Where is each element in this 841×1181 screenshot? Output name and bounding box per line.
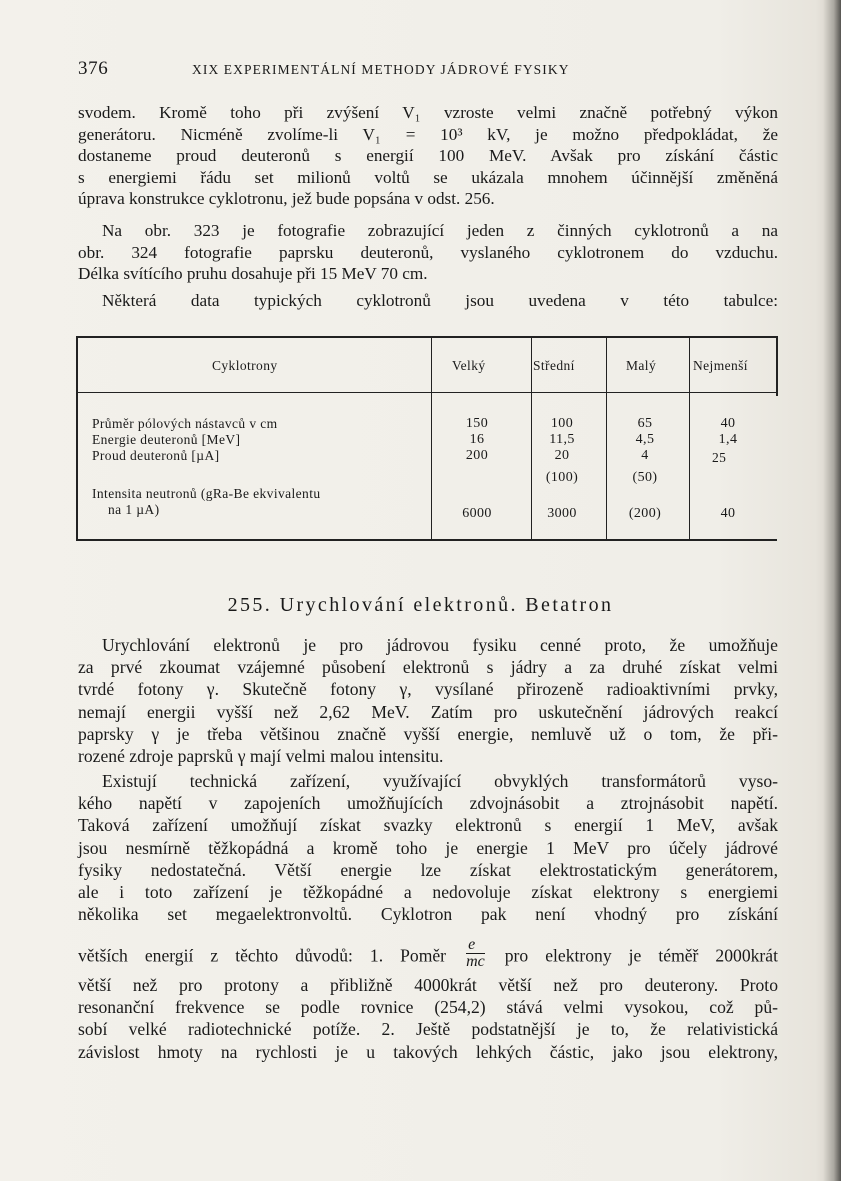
page-number: 376	[78, 58, 109, 79]
text-line: Délka svítícího pruhu dosahuje při 15 MeV 70 cm.	[78, 264, 428, 284]
table-cell: 4	[641, 448, 649, 463]
table-cell: 65	[637, 416, 653, 431]
text-line: kého napětí v zapojeních umožňujících zdvojnásobit a ztrojnásobit napětí.	[78, 793, 778, 814]
table-row-label: Průměr pólových nástavců v cm	[92, 416, 278, 431]
table-cell: 200	[465, 448, 489, 463]
table-rule-header	[76, 392, 777, 393]
fraction-numerator: e	[466, 937, 485, 954]
text-line: Některá data typických cyklotronů jsou uvedena v této tabulce:	[102, 291, 778, 310]
text-line: za prvé zkoumat vzájemné působení elektronů s jádry a za druhé získat velmi	[78, 657, 778, 678]
table-header-cell: Velký	[452, 358, 486, 373]
text-line: úprava konstrukce cyklotronu, jež bude popsána v odst. 256.	[78, 189, 495, 209]
text-line: paprsky γ je třeba většinou značně vyšší energie, nemluvě už o tom, že při-	[78, 723, 778, 744]
text-line: s energiemi řádu set milionů voltů se ukázala mnohem účinnější změněná	[78, 167, 778, 187]
table-cell: (200)	[628, 506, 662, 521]
table-header-cell: Malý	[626, 358, 657, 373]
text-line: jsou nesmírně těžkopádná a kromě toho je energie 1 MeV pro účely jádrové	[78, 837, 778, 858]
text-line-with-fraction	[78, 936, 778, 974]
text-line: Urychlování elektronů je pro jádrovou fysiku cenné proto, že umožňuje	[102, 635, 778, 655]
text-line: generátoru. Nicméně zvolíme-li V₁ = 10³ kV, je možno předpokládat, že	[78, 124, 778, 144]
text-line: fysiky nedostatečná. Větší energie lze získat elektrostatickým generátorem,	[78, 859, 778, 880]
table-cell: 1,4	[718, 432, 738, 447]
text-line: sobí velké radiotechnické potíže. 2. Ještě podstatnější je to, že relativistická	[78, 1019, 778, 1040]
table-cell: 6000	[462, 506, 492, 521]
table-row-label: Proud deuteronů [µA]	[92, 448, 220, 463]
table-cell: 150	[465, 416, 489, 431]
paragraph-1	[78, 102, 778, 210]
text-line: ale i toto zařízení je těžkopádné a nedovoluje získat elektrony s energiemi	[78, 882, 778, 903]
text-line: resonanční frekvence se podle rovnice (254,2) stává velmi vysokou, což pů-	[78, 997, 778, 1018]
paragraph-5	[78, 770, 778, 974]
text-line: rozené zdroje paprsků γ mají velmi malou intensitu.	[78, 746, 444, 767]
text-line: tvrdé fotony γ. Skutečně fotony γ, vysílané přirozeně radioaktivními prvky,	[78, 679, 778, 700]
table-cell: 11,5	[549, 432, 575, 447]
text-line: Na obr. 323 je fotografie zobrazující jeden z činných cyklotronů a na	[102, 221, 778, 240]
table-cell: 16	[469, 432, 485, 447]
table-border-right	[776, 336, 778, 396]
table-header-cell: Cyklotrony	[212, 358, 278, 373]
table-cell: 3000	[547, 506, 577, 521]
paragraph-4	[78, 634, 778, 767]
page-edge-shadow	[823, 0, 841, 1181]
table-cell: 20	[554, 448, 570, 463]
running-head: XIX EXPERIMENTÁLNÍ METHODY JÁDROVÉ FYSIKY	[192, 62, 570, 77]
fraction-denominator: mc	[466, 953, 485, 971]
cyclotron-table	[76, 336, 777, 542]
table-cell: 25	[712, 450, 727, 465]
paragraph-6	[78, 974, 778, 1063]
table-cell: (50)	[632, 470, 658, 485]
paragraph-3	[78, 290, 778, 312]
table-row-label: Intensita neutronů (gRa-Be ekvivalentu	[92, 486, 321, 501]
table-rule-top	[76, 336, 777, 338]
table-cell: 40	[720, 416, 736, 431]
table-row-label: na 1 µA)	[108, 502, 160, 517]
table-border-left	[76, 336, 78, 540]
text-line: svodem. Kromě toho při zvýšení V₁ vzroste velmi značně potřebný výkon	[78, 103, 778, 122]
text-span: pro elektrony je téměř 2000krát	[504, 945, 778, 966]
fraction-e-over-mc	[466, 937, 485, 970]
table-cell: 100	[550, 416, 574, 431]
text-line: několika set megaelektronvoltů. Cyklotron pak není vhodný pro získání	[78, 904, 778, 925]
table-row-label: Energie deuteronů [MeV]	[92, 432, 241, 447]
text-span: větších energií z těchto důvodů: 1. Poměr	[78, 945, 447, 966]
text-line: závislost hmoty na rychlosti je u takových lehkých částic, jako jsou elektrony,	[78, 1041, 778, 1062]
text-line: obr. 324 fotografie paprsku deuteronů, vyslaného cyklotronem do vzduchu.	[78, 242, 778, 262]
text-line: nemají energii vyšší než 2,62 MeV. Zatím pro uskutečnění jádrových reakcí	[78, 701, 778, 722]
table-cell: (100)	[545, 470, 579, 485]
table-cell: 4,5	[635, 432, 655, 447]
page-header	[78, 58, 778, 82]
text-line: Taková zařízení umožňují získat svazky elektronů s energií 1 MeV, avšak	[78, 815, 778, 836]
text-line: Existují technická zařízení, využívající obvyklých transformátorů vyso-	[102, 771, 778, 791]
table-rule-bottom	[76, 539, 777, 541]
section-heading: 255. Urychlování elektronů. Betatron	[227, 594, 614, 616]
table-cell: 40	[720, 506, 736, 521]
table-header-cell: Střední	[533, 358, 575, 373]
table-header-cell: Nejmenší	[693, 358, 748, 373]
paragraph-2	[78, 220, 778, 285]
text-line: větší než pro protony a přibližně 4000krát větší než pro deuterony. Proto	[78, 975, 778, 995]
text-line: dostaneme proud deuteronů s energií 100 MeV. Avšak pro získání částic	[78, 146, 778, 166]
